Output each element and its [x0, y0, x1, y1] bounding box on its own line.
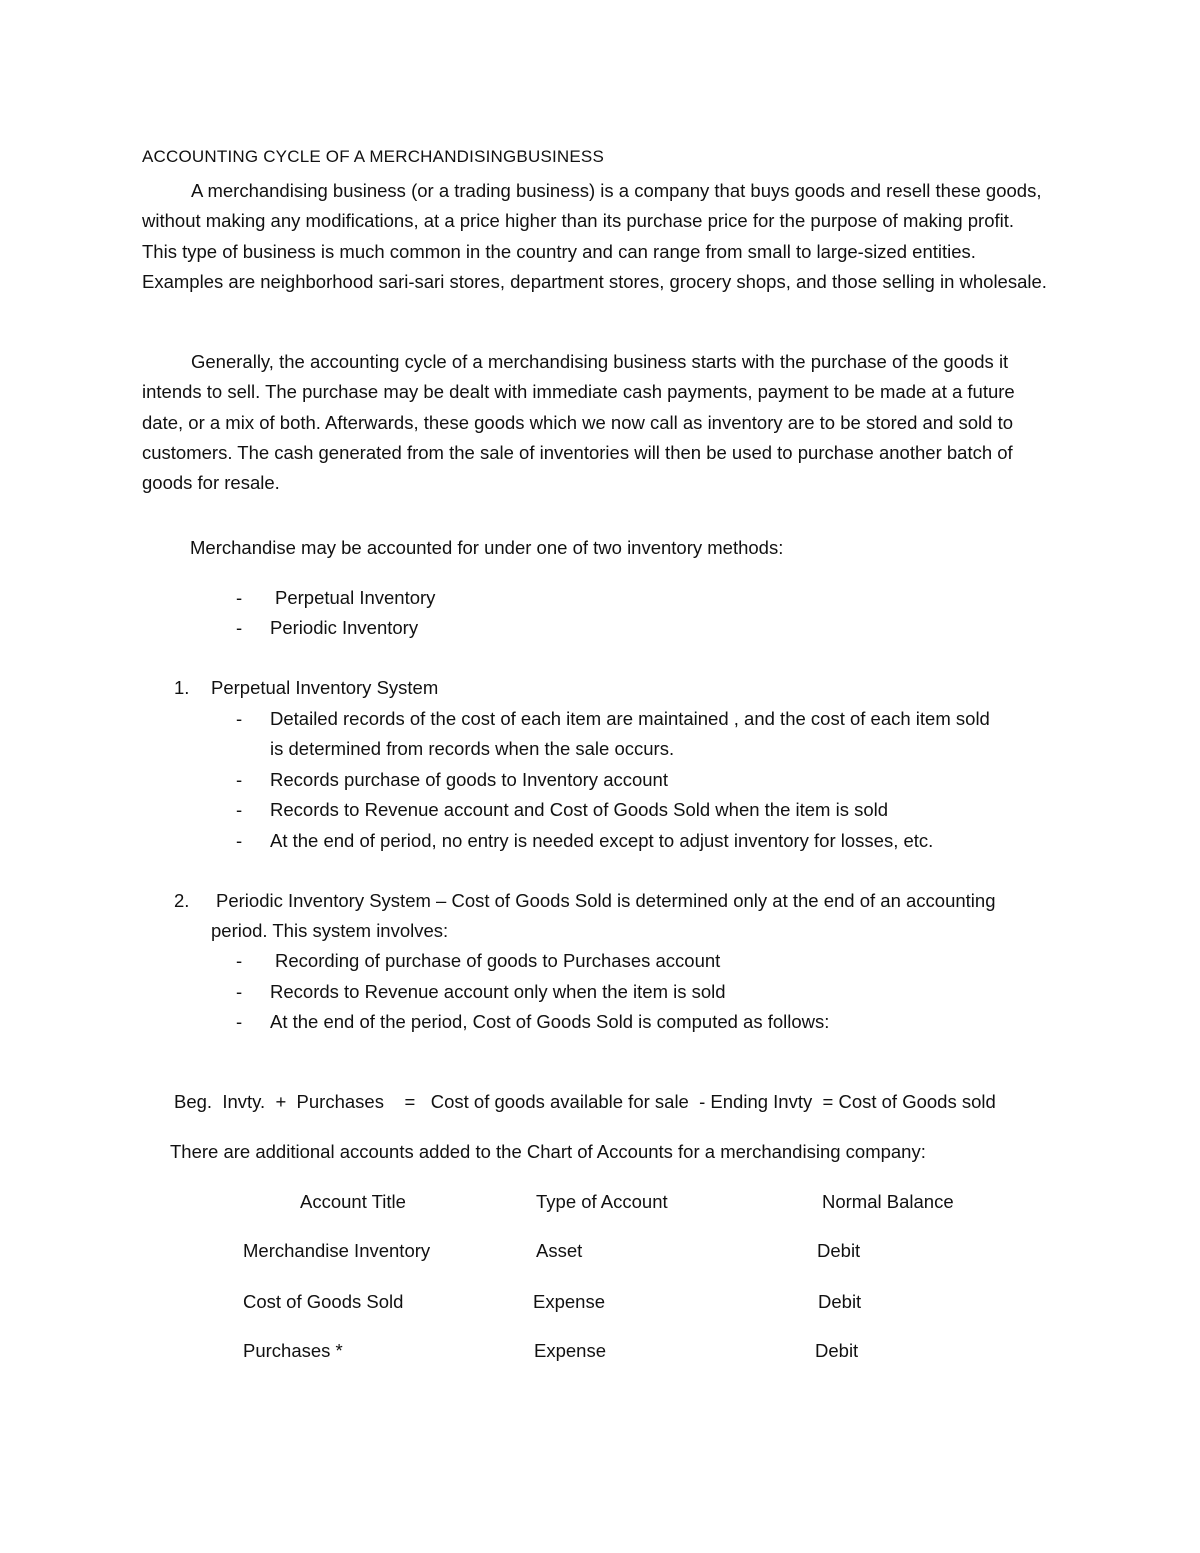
list-item: Records purchase of goods to Inventory account — [270, 769, 668, 790]
table-cell: Debit — [818, 1291, 862, 1312]
list-bullet: - — [236, 708, 243, 729]
table-header-normal-balance: Normal Balance — [822, 1191, 954, 1212]
list-bullet: - — [236, 799, 243, 820]
list-item: At the end of the period, Cost of Goods Sold is computed as follows: — [270, 1011, 830, 1032]
section-heading-continuation: period. This system involves: — [211, 920, 449, 941]
section-number: 2. — [174, 890, 190, 911]
list-item: Recording of purchase of goods to Purchases account — [275, 950, 721, 971]
table-cell: Asset — [536, 1240, 583, 1261]
table-cell: Debit — [817, 1240, 861, 1261]
list-bullet: - — [236, 1011, 243, 1032]
cycle-paragraph: Generally, the accounting cycle of a merchandising business starts with the purchase of the goods it intends to sell. The purchase may be dealt with immediate cash payments, payment to be made at a future date, or a mix of both. Afterwards, these goods which we now call as inventory are to be stored and sold to customers. The cash generated from the sale of inventories will then be used to purchase another batch of goods for resale. — [142, 351, 1015, 494]
table-cell: Merchandise Inventory — [243, 1240, 431, 1261]
list-bullet: - — [236, 769, 243, 790]
list-bullet: - — [236, 981, 243, 1002]
section-heading: Periodic Inventory System – Cost of Goods Sold is determined only at the end of an accounting — [216, 890, 996, 911]
document-title: ACCOUNTING CYCLE OF A MERCHANDISINGBUSINESS — [142, 147, 605, 166]
accounts-intro: There are additional accounts added to the Chart of Accounts for a merchandising company: — [170, 1141, 926, 1162]
method-item-periodic: Periodic Inventory — [270, 617, 419, 638]
intro-paragraph: A merchandising business (or a trading business) is a company that buys goods and resell these goods, without making any modifications, at a price higher than its purchase price for the purpose of making profit. This type of business is much common in the country and can range from small to large-sized entities. Examples are neighborhood sari-sari stores, department stores, grocery shops, and those selling in wholesale. — [142, 180, 1047, 292]
list-item-continuation: is determined from records when the sale occurs. — [270, 738, 675, 759]
list-item: Detailed records of the cost of each item are maintained , and the cost of each item sold — [270, 708, 990, 729]
list-item: Records to Revenue account and Cost of Goods Sold when the item is sold — [270, 799, 889, 820]
table-cell: Expense — [533, 1291, 605, 1312]
methods-intro: Merchandise may be accounted for under one of two inventory methods: — [190, 537, 784, 558]
method-item-perpetual: Perpetual Inventory — [275, 587, 436, 608]
table-header-type-of-account: Type of Account — [536, 1191, 668, 1212]
table-cell: Expense — [534, 1340, 606, 1361]
table-cell: Cost of Goods Sold — [243, 1291, 404, 1312]
list-item: Records to Revenue account only when the item is sold — [270, 981, 726, 1002]
list-bullet: - — [236, 950, 243, 971]
cogs-formula: Beg. Invty. + Purchases = Cost of goods available for sale - Ending Invty = Cost of Goods sold — [174, 1091, 996, 1112]
list-bullet: - — [236, 617, 243, 638]
list-bullet: - — [236, 830, 243, 851]
table-cell: Purchases * — [243, 1340, 343, 1361]
list-item: At the end of period, no entry is needed except to adjust inventory for losses, etc. — [270, 830, 934, 851]
section-number: 1. — [174, 677, 190, 698]
list-bullet: - — [236, 587, 243, 608]
table-cell: Debit — [815, 1340, 859, 1361]
table-header-account-title: Account Title — [300, 1191, 406, 1212]
section-heading: Perpetual Inventory System — [211, 677, 439, 698]
